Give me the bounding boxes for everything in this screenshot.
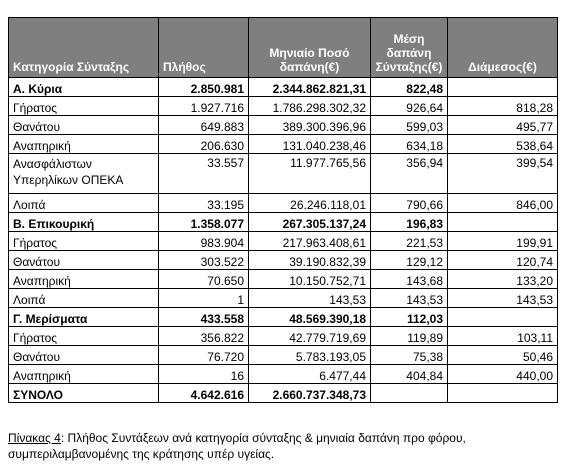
cell-monthly-amount: 217.963.408,61: [249, 232, 371, 251]
pension-table: [8, 17, 558, 403]
table-row: [9, 346, 558, 365]
cell-median: 103,11: [448, 327, 558, 346]
cell-category: ΣΥΝΟΛΟ: [9, 384, 159, 403]
cell-monthly-amount: 389.300.396,96: [249, 116, 371, 135]
cell-monthly-amount: 26.246.118,01: [249, 194, 371, 213]
cell-category: Αναπηρική: [9, 270, 159, 289]
cell-median: [448, 78, 558, 97]
cell-median: [448, 213, 558, 232]
cell-monthly-amount: 48.569.390,18: [249, 308, 371, 327]
cell-monthly-amount: 267.305.137,24: [249, 213, 371, 232]
table-row: [9, 116, 558, 135]
table-row: [9, 97, 558, 116]
cell-category: Λοιπά: [9, 289, 159, 308]
cell-monthly-amount: 39.190.832,39: [249, 251, 371, 270]
table-row: [9, 194, 558, 213]
table-group-row: [9, 308, 558, 327]
cell-monthly-amount: 42.779.719,69: [249, 327, 371, 346]
table-row: [9, 232, 558, 251]
cell-count: 16: [159, 365, 249, 384]
cell-average-cost: 356,94: [371, 154, 448, 194]
cell-median: [448, 308, 558, 327]
cell-category: Αναπηρική: [9, 365, 159, 384]
header-average-cost: Μέση δαπάνη Σύνταξης(€): [371, 18, 448, 78]
cell-median: 440,00: [448, 365, 558, 384]
cell-monthly-amount: 143,53: [249, 289, 371, 308]
cell-average-cost: 221,53: [371, 232, 448, 251]
cell-count: 70.650: [159, 270, 249, 289]
cell-average-cost: 634,18: [371, 135, 448, 154]
cell-category: Β. Επικουρική: [9, 213, 159, 232]
cell-median: 818,28: [448, 97, 558, 116]
cell-count: 1.358.077: [159, 213, 249, 232]
cell-median: 50,46: [448, 346, 558, 365]
cell-category: Θανάτου: [9, 346, 159, 365]
cell-average-cost: 926,64: [371, 97, 448, 116]
cell-category: Λοιπά: [9, 194, 159, 213]
cell-monthly-amount: 5.783.193,05: [249, 346, 371, 365]
header-monthly-amount: Μηνιαίο Ποσό δαπάνη(€): [249, 18, 371, 78]
cell-average-cost: 112,03: [371, 308, 448, 327]
cell-category: Γήρατος: [9, 97, 159, 116]
cell-median: 133,20: [448, 270, 558, 289]
cell-average-cost: 75,38: [371, 346, 448, 365]
cell-average-cost: 119,89: [371, 327, 448, 346]
cell-monthly-amount: 2.344.862.821,31: [249, 78, 371, 97]
cell-median: 538,64: [448, 135, 558, 154]
table-row: [9, 270, 558, 289]
cell-monthly-amount: 2.660.737.348,73: [249, 384, 371, 403]
cell-count: 303.522: [159, 251, 249, 270]
caption-label: Πίνακας 4: [8, 431, 61, 445]
table-row: [9, 289, 558, 308]
caption-text: : Πλήθος Συντάξεων ανά κατηγορία σύνταξης & μηνιαία δαπάνη προ φόρου, συμπεριλαμβανομένης της κράτησης υπέρ υγείας.: [8, 431, 466, 461]
cell-monthly-amount: 131.040.238,46: [249, 135, 371, 154]
cell-average-cost: 822,48: [371, 78, 448, 97]
table-row: [9, 135, 558, 154]
cell-category: Θανάτου: [9, 116, 159, 135]
cell-count: 1: [159, 289, 249, 308]
cell-count: 206.630: [159, 135, 249, 154]
cell-category: Α. Κύρια: [9, 78, 159, 97]
cell-average-cost: 404,84: [371, 365, 448, 384]
cell-median: 120,74: [448, 251, 558, 270]
cell-median: 199,91: [448, 232, 558, 251]
header-median: Διάμεσος(€): [448, 18, 558, 78]
cell-monthly-amount: 11.977.765,56: [249, 154, 371, 194]
cell-median: 846,00: [448, 194, 558, 213]
cell-monthly-amount: 10.150.752,71: [249, 270, 371, 289]
table-caption: [8, 430, 559, 462]
cell-count: 649.883: [159, 116, 249, 135]
cell-median: 143,53: [448, 289, 558, 308]
cell-average-cost: 129,12: [371, 251, 448, 270]
cell-average-cost: 599,03: [371, 116, 448, 135]
cell-category: Θανάτου: [9, 251, 159, 270]
table-row: [9, 154, 558, 194]
cell-count: 4.642.616: [159, 384, 249, 403]
cell-median: 399,54: [448, 154, 558, 194]
cell-average-cost: [371, 384, 448, 403]
cell-median: 495,77: [448, 116, 558, 135]
table-group-row: [9, 78, 558, 97]
cell-median: [448, 384, 558, 403]
table-row: [9, 327, 558, 346]
cell-count: 433.558: [159, 308, 249, 327]
cell-average-cost: 196,83: [371, 213, 448, 232]
cell-category: Γ. Μερίσματα: [9, 308, 159, 327]
cell-count: 33.195: [159, 194, 249, 213]
cell-category: Αναπηρική: [9, 135, 159, 154]
table-row: [9, 365, 558, 384]
cell-category: Ανασφάλιστων Υπερηλίκων ΟΠΕΚΑ: [9, 154, 159, 194]
cell-category: Γήρατος: [9, 232, 159, 251]
table-header-row: [9, 18, 558, 78]
table-group-row: [9, 213, 558, 232]
cell-count: 1.927.716: [159, 97, 249, 116]
cell-average-cost: 143,68: [371, 270, 448, 289]
cell-count: 983.904: [159, 232, 249, 251]
cell-count: 76.720: [159, 346, 249, 365]
cell-average-cost: 790,66: [371, 194, 448, 213]
header-category: Κατηγορία Σύνταξης: [9, 18, 159, 78]
cell-category: Γήρατος: [9, 327, 159, 346]
cell-count: 2.850.981: [159, 78, 249, 97]
cell-monthly-amount: 6.477,44: [249, 365, 371, 384]
cell-monthly-amount: 1.786.298.302,32: [249, 97, 371, 116]
header-count: Πλήθος: [159, 18, 249, 78]
cell-average-cost: 143,53: [371, 289, 448, 308]
cell-count: 356.822: [159, 327, 249, 346]
table-group-row: [9, 384, 558, 403]
table-row: [9, 251, 558, 270]
cell-count: 33.557: [159, 154, 249, 194]
